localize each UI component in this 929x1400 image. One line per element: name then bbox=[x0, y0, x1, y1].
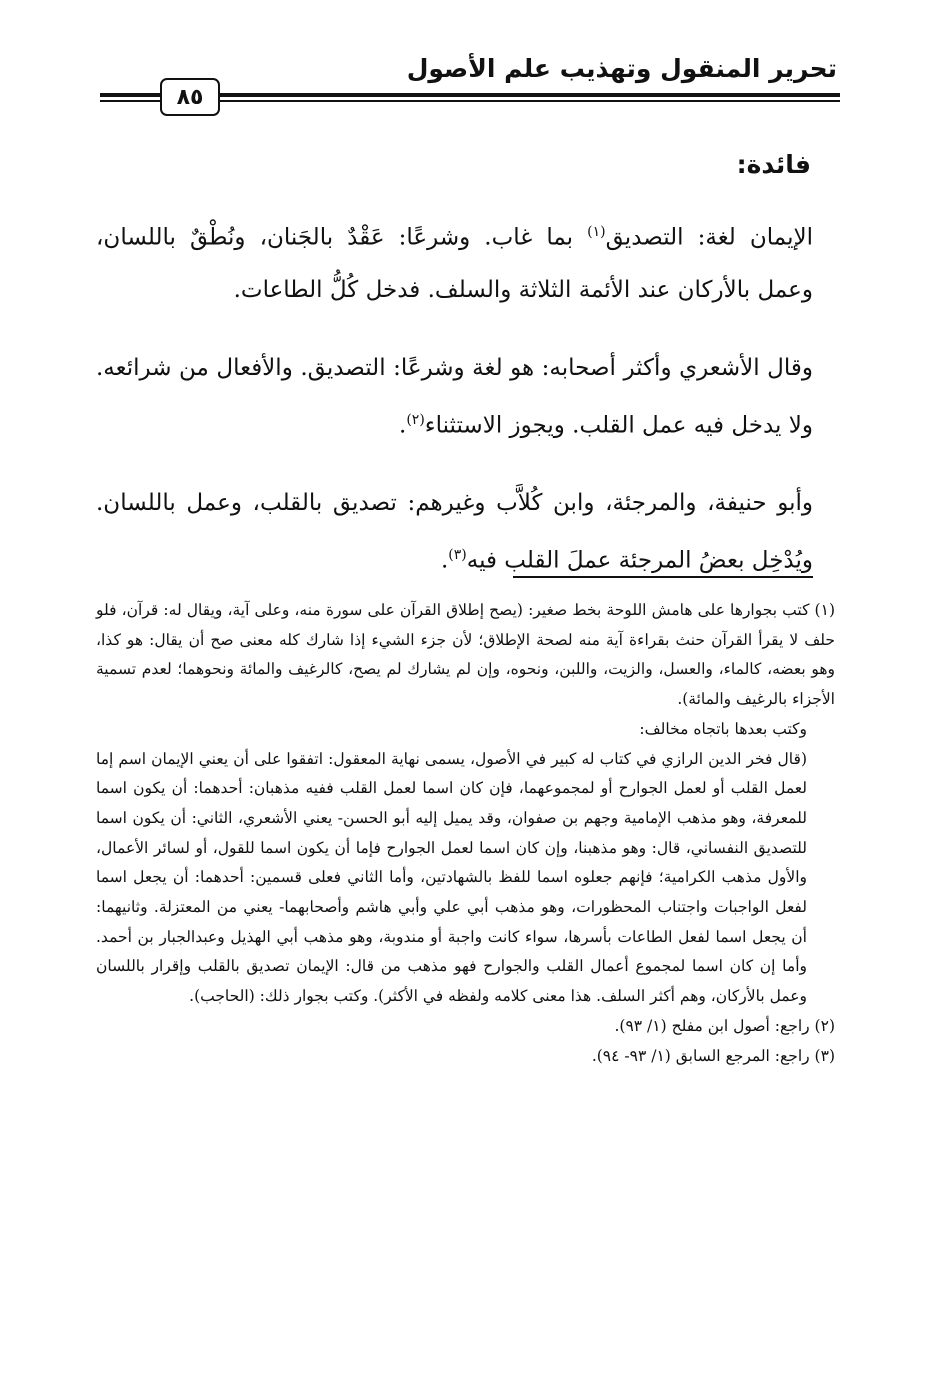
running-title: تحرير المنقول وتهذيب علم الأصول bbox=[406, 54, 837, 83]
paragraph-1-text-cont: بما غاب. وشرعًا: عَقْدٌ بالجَنان، ونُطْقٌ باللسان، وعمل بالأركان عند الأئمة الثلاثة والسلف. فدخل كُلُّ الطاعات. bbox=[96, 224, 813, 303]
footnote-2: (٢) راجع: أصول ابن مفلح (١/ ٩٣). bbox=[614, 1016, 835, 1035]
page-number: ٨٥ bbox=[176, 84, 204, 110]
footnote-ref-2: (٢) bbox=[406, 411, 425, 428]
paragraph-3-text-cont: . bbox=[440, 547, 449, 574]
paragraph-2 bbox=[96, 342, 813, 452]
footnote-separator bbox=[513, 576, 813, 578]
footnote-3: (٣) راجع: المرجع السابق (١/ ٩٣- ٩٤). bbox=[591, 1046, 835, 1065]
paragraph-1-text: الإيمان لغة: التصديق bbox=[605, 224, 813, 251]
footnote-1-intro: (١) كتب بجوارها على هامش اللوحة بخط صغير: (يصح إطلاق القرآن على سورة منه، وعلى آية، ويقال له: قرآن، فلو حلف لا يقرأ القرآن حنث بقراءة آية منه لصحة الإطلاق؛ لأن جزء الشيء إذا شارك كله معنى صح أن يقال: هو كذا، وهو بعضه، كالماء، والعسل، والزيت، واللبن، ونحوه، وإن لم يشارك لم يصح، كالرغيف والمائة ونحوهما؛ لعدم تسمية الأجزاء بالرغيف والمائة). bbox=[96, 601, 835, 709]
paragraph-2-text-cont: . bbox=[399, 412, 407, 439]
paragraph-3-text: وأبو حنيفة، والمرجئة، وابن كُلاَّب وغيرهم: تصديق بالقلب، وعمل باللسان. ويُدْخِل بعضُ المرجئة عملَ القلب فيه bbox=[96, 490, 813, 574]
footnote-ref-3: (٣) bbox=[448, 547, 467, 564]
paragraph-2-text: وقال الأشعري وأكثر أصحابه: هو لغة وشرعًا: التصديق. والأفعال من شرائعه. ولا يدخل فيه عمل القلب. ويجوز الاستثناء bbox=[96, 354, 813, 439]
page-number-box bbox=[160, 78, 220, 116]
footnote-1-mid: وكتب بعدها باتجاه مخالف: bbox=[639, 719, 807, 738]
paragraph-3 bbox=[96, 477, 813, 587]
footnote-ref-1: (١) bbox=[587, 224, 606, 240]
footnote-1-quote: (قال فخر الدين الرازي في كتاب له كبير في الأصول، يسمى نهاية المعقول: اتفقوا على أن يعني الإيمان اسم إما لعمل القلب أو لعمل الجوارح أو لمجموعهما، فإن كان اسما لعمل القلب ففيه مذهبان: أحدهما: أن يكون اسما للمعرفة، وهو مذهب الإمامية وجهم بن صفوان، وقد يميل إليه أبو الحسن- يعني الأشعري، الثاني: أن يكون اسما للتصديق النفساني، قال: وهو مذهبنا، وإن كان اسما لعمل الجوارح فإما أن يكون اسما للقول، أو لسائر الأعمال، والأول مذهب الكرامية؛ فإنهم جعلوه اسما للفظ بالشهادتين، وأما الثاني فعلى قسمين: أحدهما: أن يجعل اسما لفعل الواجبات واجتناب المحظورات، وهو مذهب أبي علي وأبي هاشم وأصحابهما- يعني من المعتزلة. وثانيهما: أن يجعل اسما لفعل الطاعات بأسرها، سواء كانت واجبة أو مندوبة، وهو مذهب أبي الهذيل وعبدالجبار بن أحمد. وأما إن كان اسما لمجموع أعمال القلب والجوارح فهو مذهب من قال: الإيمان تصديق بالقلب وإقرار باللسان وعمل بالأركان، وهم أكثر السلف. هذا معنى كلامه ولفظه في الأكثر). وكتب بجوار ذلك: (الحاجب). bbox=[96, 749, 807, 1006]
section-heading: فائدة: bbox=[736, 150, 811, 179]
paragraph-1 bbox=[96, 206, 813, 316]
footnotes bbox=[96, 596, 835, 1071]
main-text bbox=[96, 206, 813, 613]
